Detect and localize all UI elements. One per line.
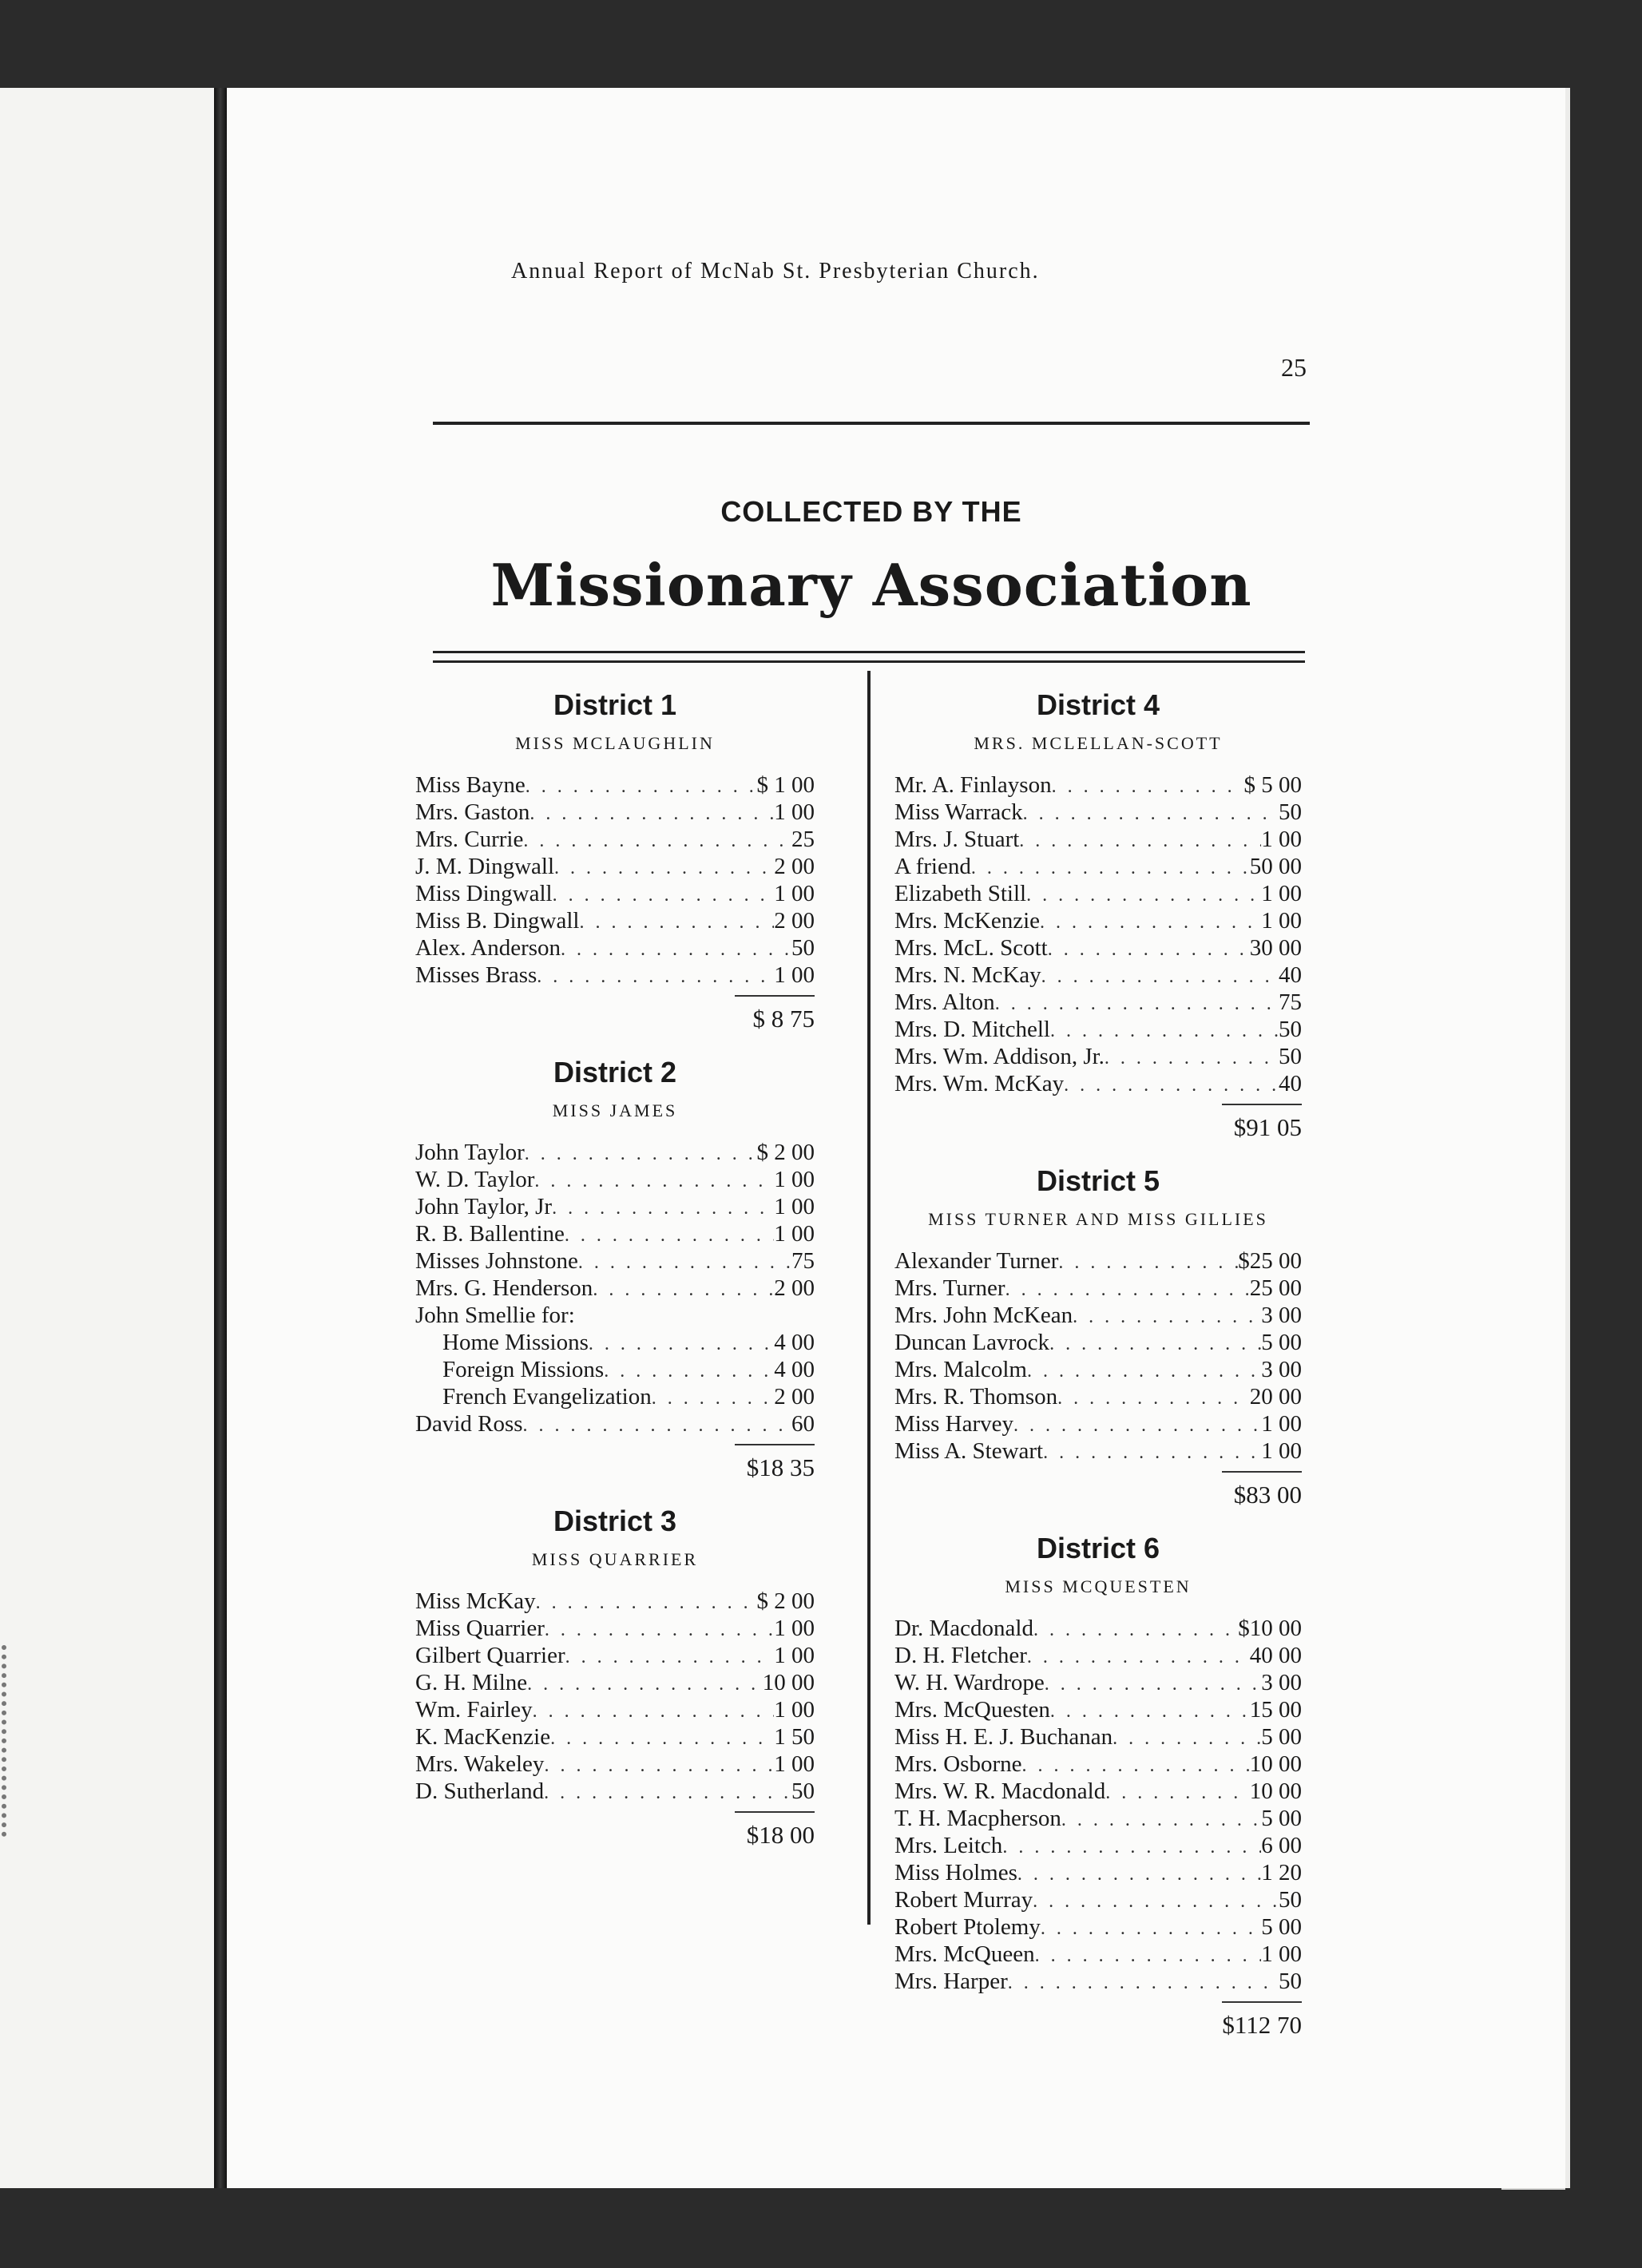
dot-leader [1073,1303,1261,1330]
dot-leader [523,1412,791,1439]
contributor-name: A friend [894,854,971,879]
contributor-name: Mrs. R. Thomson [894,1384,1058,1410]
contribution-row [894,1778,1302,1805]
contribution-row [894,1723,1302,1751]
dot-leader [1043,1439,1261,1466]
contribution-row [894,826,1302,853]
contribution-amount: 1 00 [1261,1438,1302,1464]
dot-leader [1027,1358,1261,1385]
contributor-name: Mrs. Malcolm [894,1357,1027,1382]
contribution-row [894,962,1302,989]
district-total: $91 05 [1222,1104,1302,1142]
contribution-amount: 1 00 [774,962,815,988]
contribution-row [894,1805,1302,1832]
contribution-amount: 40 [1279,962,1302,988]
contribution-amount: 50 [1279,1044,1302,1069]
contributor-name: Robert Murray [894,1887,1033,1913]
contribution-row [415,1723,815,1751]
contribution-amount: 25 [791,827,815,852]
dot-leader [526,773,757,800]
contribution-amount: $25 00 [1238,1248,1302,1274]
dot-leader [593,1276,774,1303]
contribution-row [415,1247,815,1275]
dot-leader [604,1358,774,1385]
contribution-amount: 1 20 [1261,1860,1302,1885]
dot-leader [1050,1017,1279,1045]
contribution-amount: 4 00 [774,1357,815,1382]
contributor-name: Mrs. Leitch [894,1833,1003,1858]
contributor-name: D. H. Fletcher [894,1643,1027,1668]
contribution-row [894,1968,1302,1995]
contribution-row [894,1302,1302,1329]
district-total: $112 70 [1222,2001,1302,2040]
contribution-amount: 1 00 [774,881,815,906]
dot-leader [578,1249,791,1276]
dot-leader [1033,1888,1279,1915]
contributor-name: Home Missions [442,1330,589,1355]
district-4 [894,688,1302,1142]
contribution-amount: 40 [1279,1071,1302,1096]
contribution-amount: $ 2 00 [756,1140,815,1165]
dot-leader [525,1140,757,1168]
running-header: Annual Report of McNab St. Presbyterian Church. [511,259,1040,284]
dot-leader [971,854,1250,882]
contributor-name: Wm. Fairley [415,1697,533,1723]
district-collector: MISS QUARRIER [531,1549,699,1569]
dot-leader [579,909,774,936]
dot-leader [537,963,774,990]
dot-leader [589,1330,774,1358]
district-total: $ 8 75 [735,995,815,1033]
district-1 [415,688,815,1033]
dot-leader [1002,1834,1261,1861]
contribution-row [415,1751,815,1778]
contribution-amount: 3 00 [1261,1303,1302,1328]
contribution-row [894,1070,1302,1097]
contributor-name: Duncan Lavrock [894,1330,1050,1355]
contributor-name: French Evangelization [442,1384,652,1410]
dot-leader [561,936,791,963]
contributor-name: T. H. Macpherson [894,1806,1061,1831]
contribution-row [415,880,815,907]
contributor-name: Gilbert Quarrier [415,1643,565,1668]
contribution-amount: 1 00 [1261,827,1302,852]
contributor-name: David Ross [415,1411,523,1437]
dot-leader [1035,1942,1262,1969]
contributor-name: Alex. Anderson [415,935,561,961]
dot-leader [1013,1412,1261,1439]
contribution-amount: 10 00 [1249,1778,1302,1804]
contributor-name: John Smellie for: [415,1303,575,1328]
contribution-amount: 50 [1279,799,1302,825]
district-5 [894,1164,1302,1509]
contribution-row [415,1302,815,1329]
dot-leader [1005,1276,1250,1303]
dot-leader [1023,800,1279,827]
district-title: District 6 [1036,1532,1160,1564]
contributor-name: Misses Johnstone [415,1248,578,1274]
contributor-name: Mrs. Gaston [415,799,530,825]
contribution-amount: 60 [791,1411,815,1437]
left-column [415,688,815,1850]
contributor-name: W. D. Taylor [415,1167,535,1192]
contribution-row [415,1193,815,1220]
dot-leader [1058,1249,1238,1276]
dot-leader [565,1644,775,1671]
contribution-row [894,1437,1302,1465]
contribution-row [415,1275,815,1302]
contribution-row [415,771,815,799]
district-title: District 5 [1036,1164,1160,1197]
contributor-name: D. Sutherland [415,1778,545,1804]
dot-leader [544,1752,774,1779]
contributor-name: K. MacKenzie [415,1724,551,1750]
dot-leader [527,1671,763,1698]
contributor-name: Mr. A. Finlayson [894,772,1052,798]
dot-leader [1061,1806,1261,1834]
contribution-row [415,1356,815,1383]
contribution-amount: 1 00 [774,1194,815,1219]
contribution-amount: 25 00 [1249,1275,1302,1301]
dot-leader [1019,827,1261,854]
previous-page [0,88,214,2188]
contributor-name: Foreign Missions [442,1357,605,1382]
contribution-amount: 1 50 [774,1724,815,1750]
district-title: District 1 [553,688,677,721]
contribution-amount: 6 00 [1261,1833,1302,1858]
dot-leader [554,854,774,882]
contribution-row [894,1751,1302,1778]
dot-leader [1017,1861,1261,1888]
contribution-row [415,1166,815,1193]
dot-leader [1052,773,1244,800]
dot-leader [1105,1045,1279,1072]
contributor-name: Misses Brass [415,962,537,988]
contribution-amount: 10 00 [762,1670,815,1695]
contribution-row [415,1220,815,1247]
dot-leader [995,990,1279,1017]
district-entries [415,1139,815,1437]
contributor-name: Mrs. McL. Scott [894,935,1048,961]
contributor-name: J. M. Dingwall [415,854,554,879]
contribution-row [894,853,1302,880]
contribution-row [415,853,815,880]
contribution-amount: 2 00 [774,1275,815,1301]
contribution-row [894,799,1302,826]
contribution-row [894,771,1302,799]
title-rule-bottom [433,660,1305,663]
contribution-amount: 1 00 [774,1616,815,1641]
contributor-name: John Taylor, Jr [415,1194,553,1219]
contribution-amount: 10 00 [1249,1751,1302,1777]
dot-leader [1045,1671,1262,1698]
column-divider [867,671,871,1925]
contribution-row [894,1696,1302,1723]
contribution-amount: 50 [1279,1017,1302,1042]
dot-leader [534,1168,774,1195]
contribution-amount: 1 00 [774,1697,815,1723]
contribution-row [415,907,815,934]
district-entries [894,1247,1302,1465]
contribution-amount: 50 [791,1778,815,1804]
contribution-row [894,907,1302,934]
contributor-name: Mrs. Turner [894,1275,1005,1301]
district-total: $83 00 [1222,1471,1302,1509]
contribution-row [894,1247,1302,1275]
contribution-amount: $ 5 00 [1243,772,1302,798]
contribution-row [894,1859,1302,1886]
contributor-name: Miss Warrack [894,799,1023,825]
contribution-row [415,1410,815,1437]
contribution-amount: 2 00 [774,854,815,879]
contribution-amount: 40 00 [1249,1643,1302,1668]
contribution-row [894,1642,1302,1669]
contributor-name: Mrs. Osborne [894,1751,1022,1777]
contributor-name: Miss Bayne [415,772,526,798]
contribution-row [415,1615,815,1642]
dot-leader [1105,1779,1250,1806]
contribution-row [894,1410,1302,1437]
dot-leader [533,1698,775,1725]
district-title: District 3 [553,1505,677,1537]
contribution-amount: 2 00 [774,908,815,934]
right-column [894,688,1302,2040]
district-entries [415,771,815,989]
contributor-name: Mrs. McKenzie [894,908,1041,934]
header-rule [433,422,1310,425]
dot-leader [1040,909,1261,936]
dot-leader [1113,1725,1261,1752]
contribution-row [894,934,1302,962]
book-spine [214,88,227,2188]
contribution-amount: 1 00 [774,1167,815,1192]
dot-leader [1048,936,1250,963]
contributor-name: Mrs. Currie [415,827,524,852]
previous-page-edge-marks [2,1645,18,1837]
contribution-amount: 1 00 [1261,881,1302,906]
contribution-row [894,1886,1302,1913]
contribution-amount: $ 1 00 [756,772,815,798]
district-collector: MISS JAMES [552,1100,678,1120]
contribution-row [894,1383,1302,1410]
contributor-name: Mrs. N. McKay [894,962,1041,988]
contribution-amount: $ 2 00 [756,1588,815,1614]
contributor-name: Miss Harvey [894,1411,1014,1437]
contribution-amount: 50 [1279,1969,1302,1994]
district-title: District 4 [1036,688,1160,721]
dot-leader [1026,882,1261,909]
contributor-name: Mrs. McQuesten [894,1697,1050,1723]
contribution-row [415,1642,815,1669]
contribution-row [894,1615,1302,1642]
contribution-amount: 30 00 [1249,935,1302,961]
district-collector: MISS TURNER AND MISS GILLIES [928,1209,1268,1229]
contribution-amount: 3 00 [1261,1670,1302,1695]
dot-leader [552,1195,774,1222]
contribution-amount: 2 00 [774,1384,815,1410]
contribution-amount: 50 00 [1249,854,1302,879]
contribution-row [415,1696,815,1723]
contribution-amount: 20 00 [1249,1384,1302,1410]
dot-leader [1057,1385,1250,1412]
contributor-name: John Taylor [415,1140,525,1165]
dot-leader [1027,1644,1250,1671]
contributor-name: Mrs. J. Stuart [894,827,1020,852]
page-number: 25 [1281,353,1307,382]
dot-leader [1049,1330,1261,1358]
contributor-name: Mrs. Alton [894,989,995,1015]
contributor-name: Miss Quarrier [415,1616,545,1641]
contributor-name: Mrs. G. Henderson [415,1275,593,1301]
contribution-amount: 75 [791,1248,815,1274]
dot-leader [550,1725,774,1752]
title-rule-top [433,651,1305,653]
district-6 [894,1532,1302,2040]
contribution-row [415,1329,815,1356]
district-entries [894,771,1302,1097]
dot-leader [652,1385,775,1412]
contribution-row [415,962,815,989]
contribution-row [415,1778,815,1805]
contribution-row [415,799,815,826]
contribution-amount: 50 [791,935,815,961]
contribution-row [415,1588,815,1615]
contributor-name: Robert Ptolemy [894,1914,1041,1940]
contributor-name: Miss Dingwall [415,881,553,906]
contribution-amount: 1 00 [774,1643,815,1668]
dot-leader [1064,1072,1279,1099]
contribution-row [415,1139,815,1166]
district-collector: MISS MCLAUGHLIN [515,733,715,753]
contribution-row [894,1356,1302,1383]
contribution-amount: 5 00 [1261,1724,1302,1750]
district-collector: MRS. MCLELLAN-SCOTT [974,733,1223,753]
dot-leader [529,800,774,827]
contributor-name: Mrs. Harper [894,1969,1008,1994]
contribution-row [894,1669,1302,1696]
contribution-amount: 1 00 [1261,908,1302,934]
contribution-amount: 15 00 [1249,1697,1302,1723]
contribution-amount: 5 00 [1261,1914,1302,1940]
contributor-name: Mrs. D. Mitchell [894,1017,1050,1042]
contribution-amount: 5 00 [1261,1330,1302,1355]
contribution-row [894,1043,1302,1070]
contribution-amount: 75 [1279,989,1302,1015]
district-2 [415,1056,815,1482]
dot-leader [553,882,775,909]
district-collector: MISS MCQUESTEN [1005,1576,1192,1596]
contribution-amount: 1 00 [1261,1941,1302,1967]
contribution-row [894,1832,1302,1859]
contributor-name: Miss McKay [415,1588,536,1614]
contribution-amount: 1 00 [774,799,815,825]
district-total: $18 00 [735,1811,815,1850]
contribution-row [894,1275,1302,1302]
contributor-name: G. H. Milne [415,1670,528,1695]
contributor-name: Elizabeth Still [894,881,1027,906]
contribution-amount: 50 [1279,1887,1302,1913]
district-entries [415,1588,815,1805]
contributor-name: Mrs. W. R. Macdonald [894,1778,1106,1804]
contribution-row [894,1941,1302,1968]
district-total: $18 35 [735,1444,815,1482]
contributor-name: W. H. Wardrope [894,1670,1045,1695]
dot-leader [536,1589,757,1616]
dot-leader [545,1616,774,1644]
contribution-row [894,989,1302,1016]
contribution-row [415,826,815,853]
dot-leader [523,827,791,854]
contributor-name: Mrs. Wm. McKay [894,1071,1065,1096]
contribution-row [894,1913,1302,1941]
dot-leader [1033,1616,1238,1644]
contributor-name: Miss Holmes [894,1860,1017,1885]
contribution-row [415,934,815,962]
contribution-amount: 1 00 [1261,1411,1302,1437]
dot-leader [1041,1915,1261,1942]
district-entries [894,1615,1302,1995]
contributor-name: Mrs. Wakeley [415,1751,545,1777]
contribution-amount: 4 00 [774,1330,815,1355]
contribution-row [894,1016,1302,1043]
contributor-name: Mrs. John McKean [894,1303,1073,1328]
contributor-name: Miss H. E. J. Buchanan [894,1724,1113,1750]
contribution-amount: 3 00 [1261,1357,1302,1382]
title-line-2: Missionary Association [490,551,1252,619]
contribution-amount: 5 00 [1261,1806,1302,1831]
contributor-name: R. B. Ballentine [415,1221,565,1247]
contribution-amount: 1 00 [774,1751,815,1777]
dot-leader [1022,1752,1250,1779]
district-title: District 2 [553,1056,677,1088]
dot-leader [544,1779,791,1806]
contribution-row [894,1329,1302,1356]
district-3 [415,1505,815,1850]
contribution-row [415,1383,815,1410]
contributor-name: Dr. Macdonald [894,1616,1033,1641]
contributor-name: Mrs. McQueen [894,1941,1035,1967]
dot-leader [1008,1969,1279,1996]
contributor-name: Miss B. Dingwall [415,908,580,934]
title-line-1: COLLECTED BY THE [720,495,1022,528]
dot-leader [1041,963,1279,990]
contribution-amount: $10 00 [1238,1616,1302,1641]
contribution-amount: 1 00 [774,1221,815,1247]
contribution-row [415,1669,815,1696]
contribution-row [894,880,1302,907]
contributor-name: Mrs. Wm. Addison, Jr. [894,1044,1105,1069]
contributor-name: Alexander Turner [894,1248,1059,1274]
dot-leader [1050,1698,1250,1725]
contributor-name: Miss A. Stewart [894,1438,1044,1464]
dot-leader [565,1222,774,1249]
